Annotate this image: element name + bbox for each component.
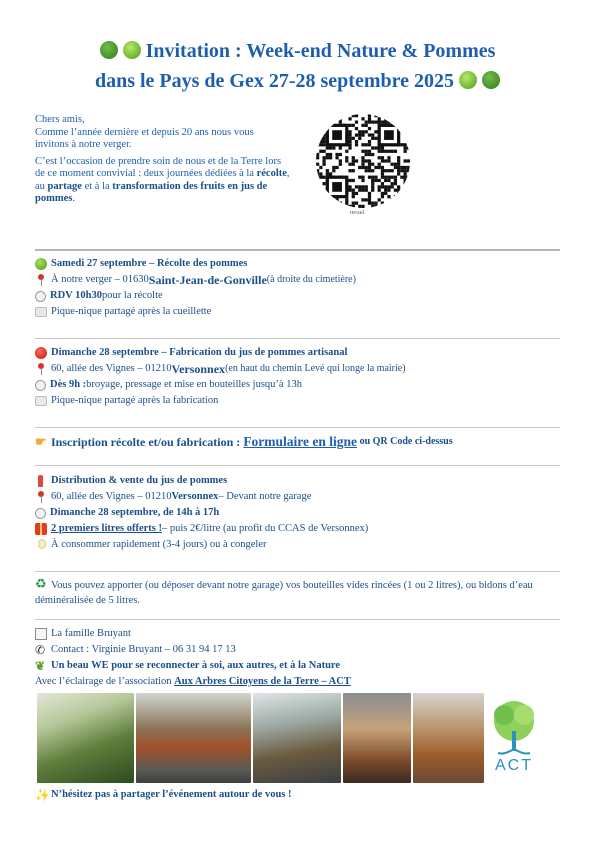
- pointing-hand-icon: ☛: [35, 434, 47, 449]
- press-photo: [253, 693, 341, 783]
- intro-sep: et à la: [81, 180, 113, 192]
- saturday-location: [35, 272, 560, 288]
- divider: [35, 465, 560, 466]
- intro-partage: partage: [47, 180, 82, 192]
- distribution-consume: [35, 537, 560, 553]
- title-line-1: [0, 36, 595, 66]
- tree-icon: [100, 41, 118, 59]
- sunday-time-bold: Dès 9h :: [50, 379, 87, 390]
- intro-end: .: [72, 193, 75, 204]
- distribution-date: [35, 505, 560, 521]
- divider: [35, 571, 560, 572]
- intro-sep: , au: [35, 168, 290, 192]
- sparkle-icon: ✨: [35, 788, 50, 802]
- saturday-heading: [35, 256, 560, 272]
- qr-code[interactable]: [316, 114, 410, 208]
- green-apple-icon: [459, 71, 477, 89]
- divider: [35, 619, 560, 620]
- saturday-loc-town: Saint-Jean-de-Gonville: [148, 273, 267, 287]
- distribution-heading-text: Distribution & vente du jus de pommes: [51, 475, 228, 486]
- intro-transformation: transformation des fruits en jus de pommes: [35, 180, 268, 204]
- green-apple-icon: [123, 41, 141, 59]
- calendar-icon: [35, 628, 47, 640]
- contact-tagline: [35, 658, 560, 674]
- sunday-picnic-text: Pique-nique partagé après la fabrication: [51, 395, 219, 406]
- act-logo-text: ACT: [495, 757, 533, 774]
- sunday-picnic: [35, 393, 560, 409]
- saturday-heading-text: Samedi 27 septembre – Récolte des pommes: [51, 258, 248, 269]
- sunday-section: [35, 345, 560, 409]
- inscription-line: [35, 434, 560, 450]
- sunday-location: [35, 361, 560, 377]
- offer-link[interactable]: 2 premiers litres offerts !: [51, 523, 162, 534]
- distribution-consume-text: À consommer rapidement (3-4 jours) ou à congeler: [51, 539, 267, 550]
- contact-family: [35, 626, 560, 642]
- contact-phone-text: Contact : Virginie Bruyant – 06 31 94 17 13: [51, 644, 236, 655]
- saturday-section: [35, 256, 560, 320]
- apple-crates-photo: [136, 693, 251, 783]
- saturday-rdv: [35, 288, 560, 304]
- plate-icon: [35, 396, 47, 406]
- distribution-loc-prefix: 60, allée des Vignes – 01210: [51, 491, 172, 502]
- bulb-icon: [35, 539, 47, 551]
- contact-assoc-prefix: Avec l’éclairage de l’association: [35, 676, 175, 687]
- intro-text-part: C’est l’occasion de prendre soin de nous et de la Terre lors de ce moment convivial : deux journées dédiées à la: [35, 155, 282, 179]
- phone-icon: ✆: [35, 643, 46, 657]
- distribution-location: [35, 489, 560, 505]
- inscription-suffix: ou QR Code ci-dessus: [357, 436, 453, 447]
- bottle-icon: [35, 475, 47, 487]
- inscription-section: [35, 434, 560, 450]
- intro-recolte: récolte: [256, 168, 287, 179]
- sunday-time-rest: broyage, pressage et mise en bouteilles jusqu’à 13h: [86, 379, 302, 390]
- divider: [35, 249, 560, 251]
- clock-icon: [35, 291, 46, 302]
- clock-icon: [35, 380, 46, 391]
- contact-section: [35, 626, 560, 690]
- title-text-2: dans le Pays de Gex 27-28 septembre 2025: [94, 70, 455, 92]
- contact-association: [35, 674, 560, 690]
- title-line-2: [0, 66, 595, 96]
- green-apple-icon: [35, 258, 47, 270]
- distribution-section: [35, 473, 560, 553]
- saturday-loc-prefix: À notre verger – 01630: [51, 274, 149, 285]
- contact-tagline-text: Un beau WE pour se reconnecter à soi, aux autres, et à la Nature: [51, 660, 341, 671]
- sunday-heading-text: Dimanche 28 septembre – Fabrication du jus de pommes artisanal: [51, 347, 348, 358]
- association-link[interactable]: Aux Arbres Citoyens de la Terre – ACT: [174, 676, 351, 687]
- intro-paragraph-2: [35, 156, 290, 206]
- harvest-photo: [37, 693, 134, 783]
- act-logo: [486, 693, 542, 783]
- tree-icon: [482, 71, 500, 89]
- gift-icon: [35, 523, 47, 535]
- saturday-picnic-text: Pique-nique partagé après la cueillette: [51, 306, 212, 317]
- intro-text: [35, 114, 290, 210]
- qr-caption: Jas/en: [350, 210, 365, 216]
- saturday-picnic: [35, 304, 560, 320]
- bottles-text: Vous pouvez apporter (ou déposer devant notre garage) vos bouteilles vides rincées (1 ou 2 litres), ou bidons d’eau déminéralisée de 5 litres.: [35, 580, 533, 606]
- red-apple-icon: [35, 347, 47, 359]
- pin-icon: [35, 274, 47, 286]
- distribution-offer-rest: – puis 2€/litre (au profit du CCAS de Versonnex): [161, 523, 369, 534]
- pin-icon: [35, 491, 47, 503]
- saturday-loc-suffix: (à droite du cimetière): [266, 274, 356, 285]
- pressing-photo: [343, 693, 412, 783]
- intro-paragraph-1: Chers amis, Comme l’année dernière et depuis 20 ans nous vous invitons à notre verger.: [35, 114, 254, 150]
- distribution-loc-town: Versonnex: [171, 491, 219, 502]
- share-section: [35, 787, 560, 803]
- distribution-heading: [35, 473, 560, 489]
- contact-phone: [35, 642, 560, 658]
- distribution-date-text: Dimanche 28 septembre, de 14h à 17h: [50, 507, 220, 518]
- sunday-time: [35, 377, 560, 393]
- share-text: N’hésitez pas à partager l’événement autour de vous !: [51, 789, 292, 800]
- form-link[interactable]: Formulaire en ligne: [243, 434, 358, 449]
- contact-family-text: La famille Bruyant: [51, 628, 131, 639]
- distribution-loc-suffix: – Devant notre garage: [218, 491, 312, 502]
- saturday-rdv-time: RDV 10h30: [50, 290, 103, 301]
- pin-icon: [35, 363, 47, 375]
- photo-strip: [37, 693, 542, 783]
- bottles-section: [35, 578, 560, 608]
- sprout-icon: ❦: [35, 659, 46, 673]
- distribution-offer: [35, 521, 560, 537]
- sunday-loc-town: Versonnex: [171, 362, 226, 376]
- recycle-icon: ♻: [35, 576, 47, 591]
- inscription-prefix: Inscription récolte et/ou fabrication :: [51, 435, 244, 449]
- sunday-loc-prefix: 60, allée des Vignes – 01210: [51, 363, 172, 374]
- apple-pulp-photo: [413, 693, 484, 783]
- sunday-heading: [35, 345, 560, 361]
- title-text-1: Invitation : Week-end Nature & Pommes: [145, 40, 496, 62]
- divider: [35, 427, 560, 428]
- clock-icon: [35, 508, 46, 519]
- divider: [35, 338, 560, 339]
- sunday-loc-suffix: (en haut du chemin Levé qui longe la mairie): [225, 363, 406, 374]
- saturday-rdv-rest: pour la récolte: [102, 290, 163, 301]
- plate-icon: [35, 307, 47, 317]
- share-line: [35, 787, 560, 803]
